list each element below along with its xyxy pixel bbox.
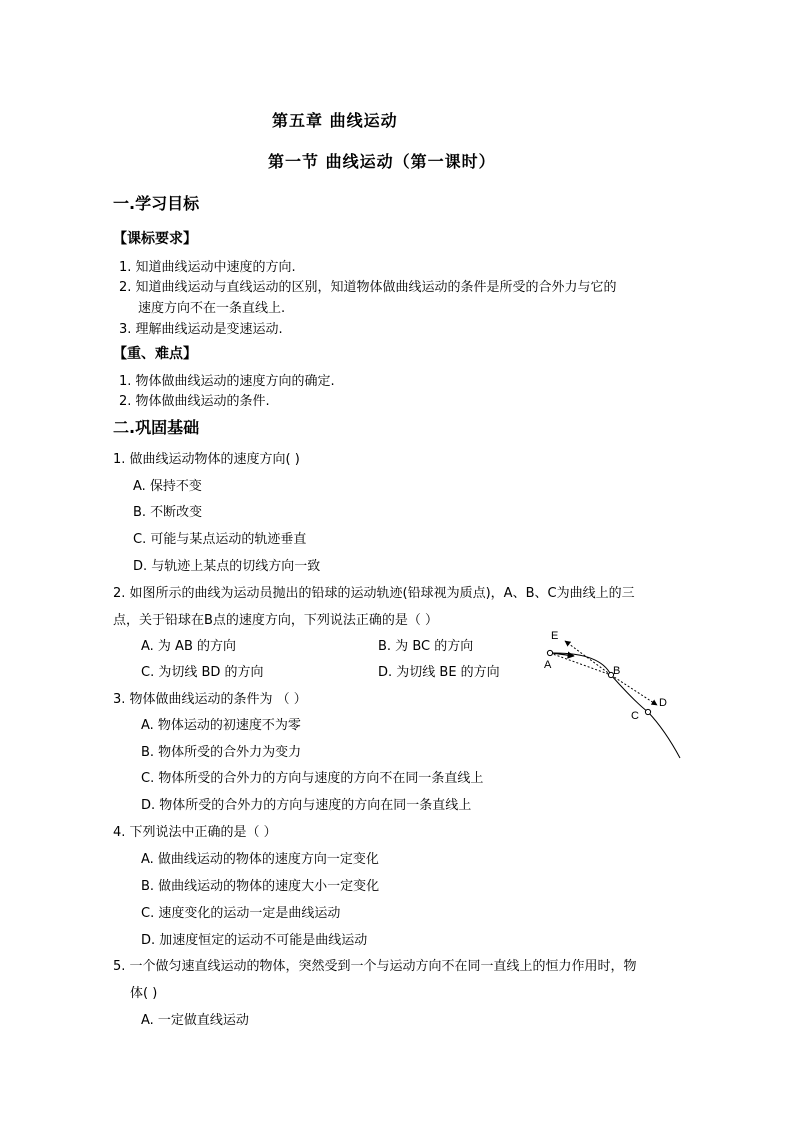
standard-item: 1. 知道曲线运动中速度的方向. [119, 260, 296, 275]
question-1-option: A. 保持不变 [133, 479, 202, 494]
standards-heading: 【课标要求】 [113, 231, 197, 247]
question-2-stem: 点，关于铅球在B点的速度方向，下列说法正确的是（ ） [113, 613, 439, 628]
key-points-heading: 【重、难点】 [113, 346, 197, 362]
question-4-option: A. 做曲线运动的物体的速度方向一定变化 [141, 852, 379, 867]
tangent-bd [611, 675, 657, 705]
question-4-option: D. 加速度恒定的运动不可能是曲线运动 [141, 933, 368, 948]
question-4-stem: 4. 下列说法中正确的是（ ） [113, 825, 277, 840]
chapter-title: 第五章 曲线运动 [272, 111, 398, 130]
question-3-stem: 3. 物体做曲线运动的条件为 （ ） [113, 692, 307, 707]
key-point-item: 2. 物体做曲线运动的条件. [119, 394, 270, 409]
question-1-option: B. 不断改变 [133, 505, 203, 520]
label-e: E [551, 630, 559, 642]
standard-item: 3. 理解曲线运动是变速运动. [119, 322, 283, 337]
question-2-option: C. 为切线 BD 的方向 [141, 665, 264, 680]
question-2-option: A. 为 AB 的方向 [141, 639, 237, 654]
question-3-option: B. 物体所受的合外力为变力 [141, 745, 302, 760]
question-5-option: A. 一定做直线运动 [141, 1013, 249, 1028]
question-3-option: A. 物体运动的初速度不为零 [141, 718, 301, 733]
label-d: D [659, 697, 667, 709]
question-4-option: C. 速度变化的运动一定是曲线运动 [141, 906, 341, 921]
question-1-option: D. 与轨迹上某点的切线方向一致 [133, 559, 321, 574]
label-a: A [544, 659, 552, 671]
question-1-option: C. 可能与某点运动的轨迹垂直 [133, 532, 307, 547]
point-a [547, 650, 552, 655]
question-3-option: D. 物体所受的合外力的方向与速度的方向在同一条直线上 [141, 798, 472, 813]
question-1-stem: 1. 做曲线运动物体的速度方向( ) [113, 452, 300, 467]
label-c: C [631, 710, 639, 722]
question-4-option: B. 做曲线运动的物体的速度大小一定变化 [141, 879, 380, 894]
question-3-option: C. 物体所受的合外力的方向与速度的方向不在同一条直线上 [141, 771, 484, 786]
trajectory-diagram [530, 622, 690, 762]
standard-item: 2. 知道曲线运动与直线运动的区别，知道物体做曲线运动的条件是所受的合外力与它的 [119, 280, 617, 295]
point-c [645, 709, 650, 714]
question-5-stem: 体( ) [130, 986, 158, 1001]
standard-item: 速度方向不在一条直线上. [138, 301, 286, 316]
tangent-be [565, 641, 611, 675]
question-2-option: B. 为 BC 的方向 [378, 639, 474, 654]
section-title: 第一节 曲线运动（第一课时） [268, 152, 496, 171]
learning-goals-heading: 一.学习目标 [113, 194, 200, 213]
label-b: B [613, 665, 621, 677]
question-2-option: D. 为切线 BE 的方向 [378, 665, 500, 680]
basics-heading: 二.巩固基础 [113, 418, 200, 437]
key-point-item: 1. 物体做曲线运动的速度方向的确定. [119, 374, 335, 389]
question-2-stem: 2. 如图所示的曲线为运动员抛出的铅球的运动轨迹(铅球视为质点)，A、B、C为曲线上的三 [113, 586, 635, 601]
question-5-stem: 5. 一个做匀速直线运动的物体，突然受到一个与运动方向不在同一直线上的恒力作用时，物 [113, 959, 637, 974]
